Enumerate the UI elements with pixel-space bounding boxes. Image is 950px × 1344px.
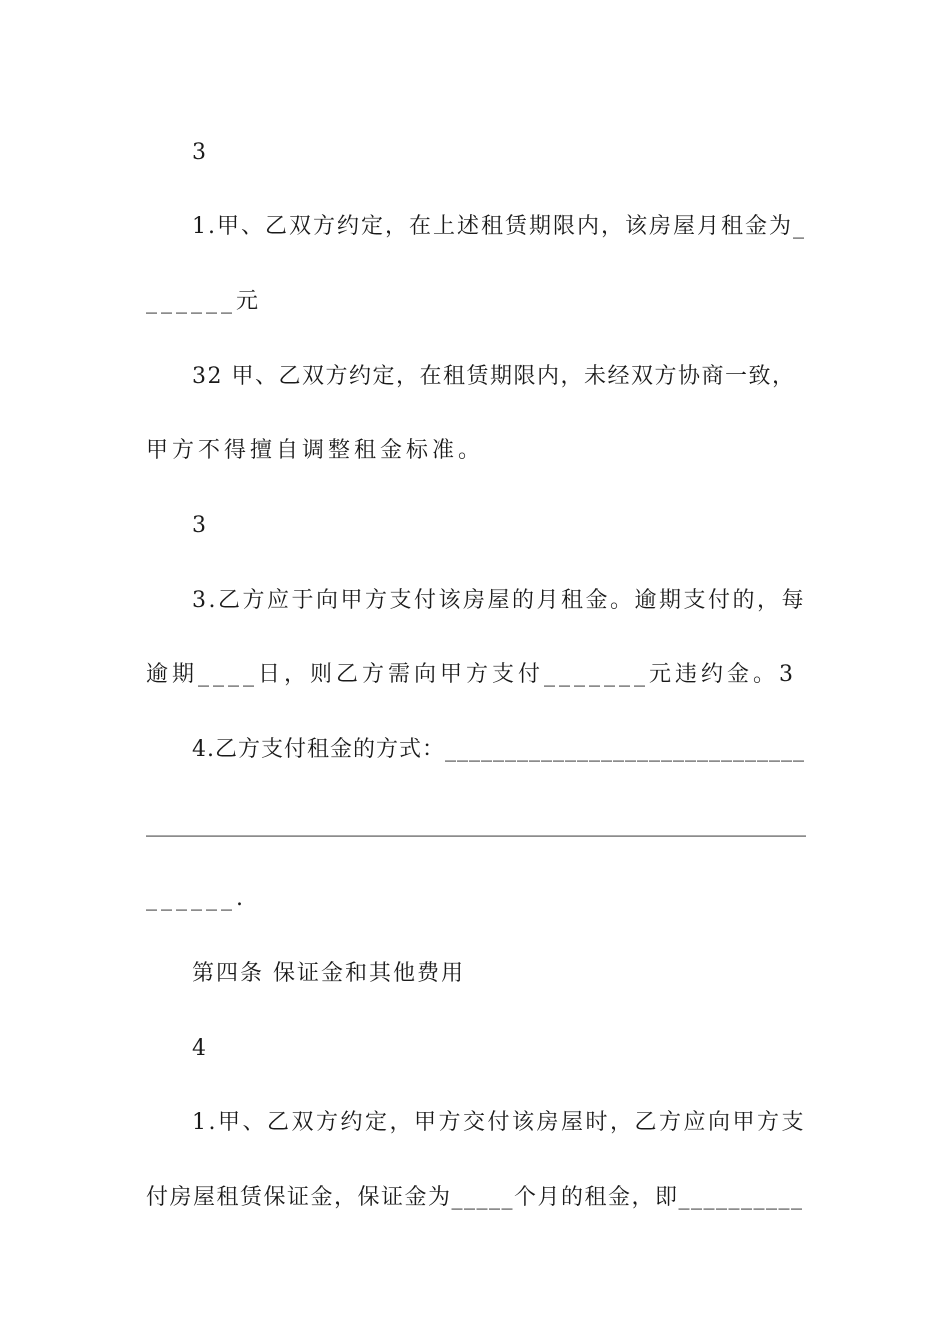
blank-line: ____________________________________________________________ [146,812,806,837]
section-number: 3 [192,140,210,165]
paragraph-line: 4.乙方支付租金的方式：______________________________ [192,737,805,762]
section-number: 3 [192,513,210,538]
paragraph-line: ______元 [146,289,263,314]
paragraph-line: 32 甲、乙双方约定，在租赁期限内，未经双方协商一致， [192,364,796,389]
paragraph-line: 1.甲、乙双方约定，在上述租赁期限内，该房屋月租金为_ [192,214,806,239]
paragraph-line: 付房屋租赁保证金，保证金为_____个月的租金，即__________ [146,1185,804,1210]
paragraph-line: 1.甲、乙双方约定，甲方交付该房屋时，乙方应向甲方支 [192,1110,806,1135]
paragraph-line: 逾期____日，则乙方需向甲方支付_______元违约金。3 [146,662,797,687]
paragraph-line: ______. [146,886,247,911]
paragraph-line: 甲方不得擅自调整租金标准。 [146,438,485,463]
paragraph-line: 3.乙方应于向甲方支付该房屋的月租金。逾期支付的，每 [192,588,806,613]
article-heading: 第四条 保证金和其他费用 [192,961,465,986]
section-number: 4 [192,1036,210,1061]
